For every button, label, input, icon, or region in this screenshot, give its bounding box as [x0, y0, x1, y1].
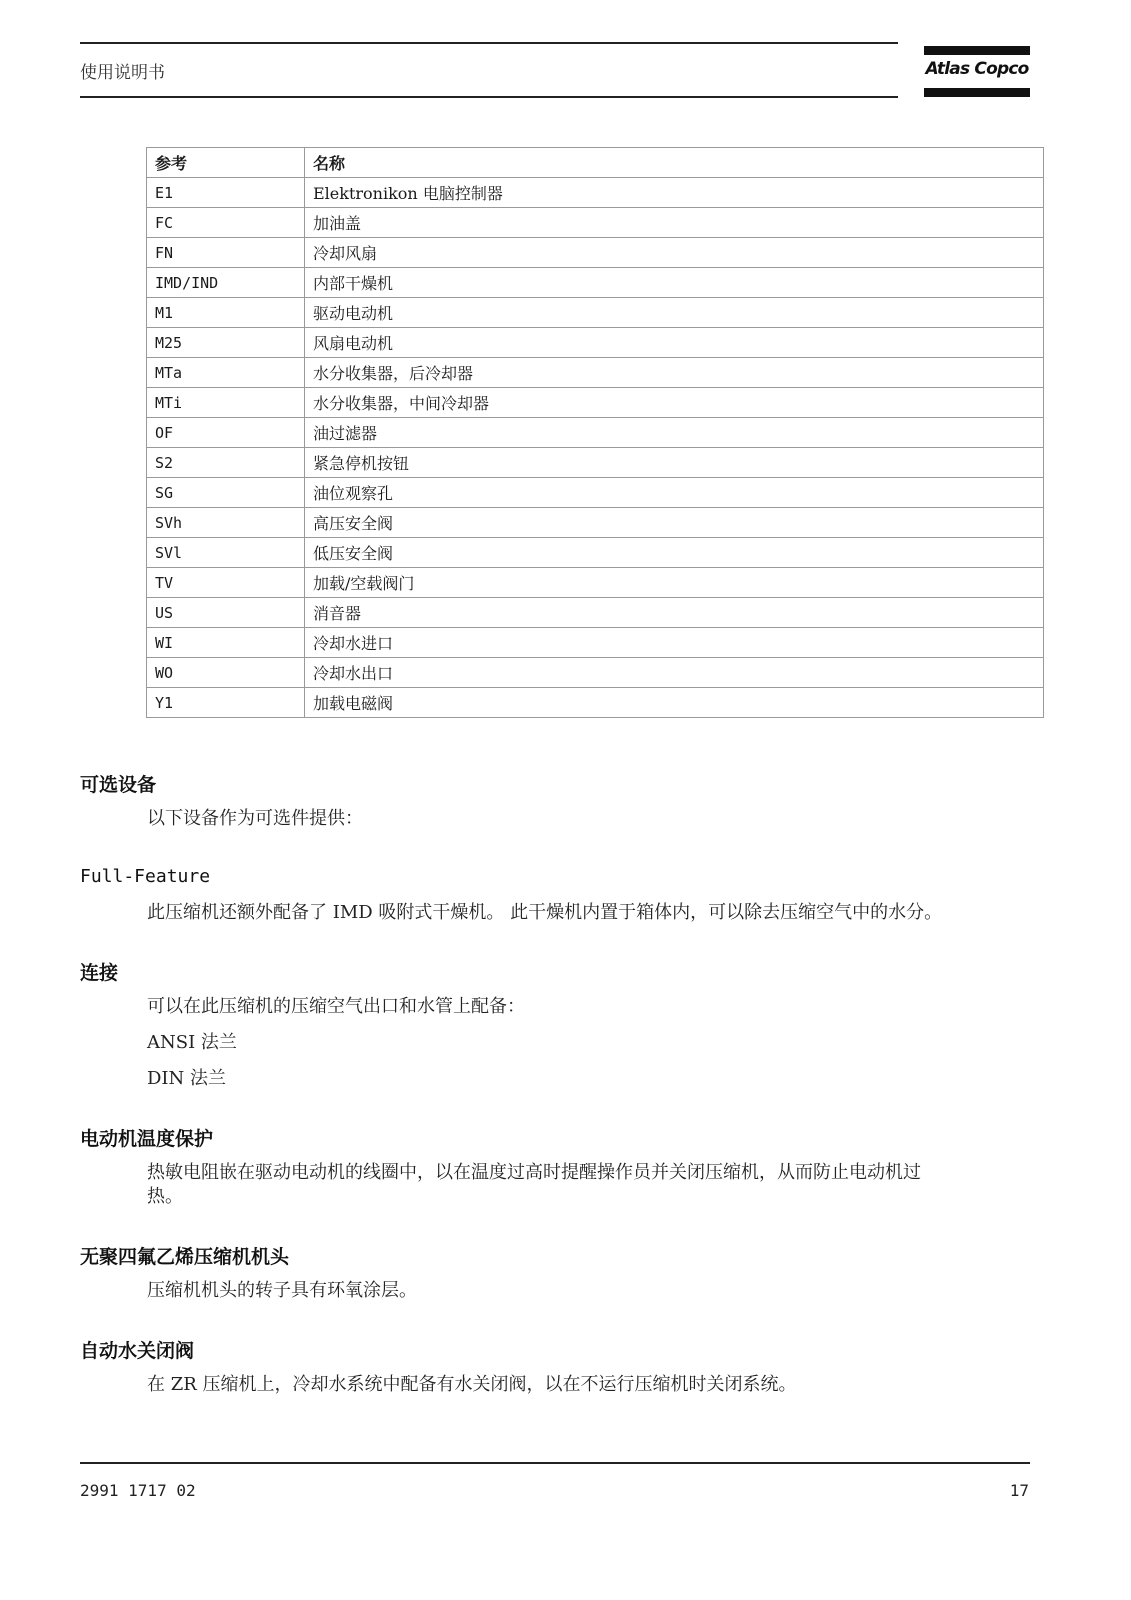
table-row	[147, 448, 1044, 478]
connection-option-ansi: ANSI 法兰	[147, 1032, 237, 1053]
document-number: 2991 1717 02	[80, 1481, 196, 1500]
table-cell-reference: WI	[147, 628, 305, 658]
section-text-ptfe-free: 压缩机机头的转子具有环氧涂层。	[147, 1280, 417, 1301]
table-cell-reference: SVh	[147, 508, 305, 538]
table-cell-reference: TV	[147, 568, 305, 598]
table-cell-reference: SVl	[147, 538, 305, 568]
table-row	[147, 478, 1044, 508]
table-cell-name: 水分收集器，中间冷却器	[305, 388, 1044, 418]
table-cell-name: 风扇电动机	[305, 328, 1044, 358]
table-row	[147, 658, 1044, 688]
column-header-reference: 参考	[147, 148, 305, 178]
section-title-connection: 连接	[80, 962, 119, 984]
table-row	[147, 688, 1044, 718]
section-text-motor-protection-line2: 热。	[147, 1186, 183, 1207]
table-cell-reference: MTa	[147, 358, 305, 388]
table-row	[147, 268, 1044, 298]
table-cell-name: 驱动电动机	[305, 298, 1044, 328]
table-row	[147, 388, 1044, 418]
table-cell-name: Elektronikon 电脑控制器	[305, 178, 1044, 208]
table-row	[147, 568, 1044, 598]
table-row	[147, 298, 1044, 328]
table-cell-name: 冷却风扇	[305, 238, 1044, 268]
table-header-row	[147, 148, 1044, 178]
table-cell-name: 低压安全阀	[305, 538, 1044, 568]
section-text-connection: 可以在此压缩机的压缩空气出口和水管上配备：	[147, 996, 525, 1017]
table-cell-reference: IMD/IND	[147, 268, 305, 298]
table-cell-reference: US	[147, 598, 305, 628]
section-text-optional-equipment: 以下设备作为可选件提供：	[147, 808, 363, 829]
table-cell-reference: M25	[147, 328, 305, 358]
table-cell-reference: MTi	[147, 388, 305, 418]
header-rule-bottom	[80, 96, 898, 98]
table-row	[147, 208, 1044, 238]
atlas-copco-logo	[924, 46, 1030, 98]
table-cell-name: 加载/空载阀门	[305, 568, 1044, 598]
table-cell-name: 紧急停机按钮	[305, 448, 1044, 478]
table-cell-name: 内部干燥机	[305, 268, 1044, 298]
logo-text: Atlas Copco	[925, 59, 1029, 79]
table-row	[147, 538, 1044, 568]
reference-table	[146, 147, 1044, 718]
table-cell-reference: M1	[147, 298, 305, 328]
table-cell-reference: FN	[147, 238, 305, 268]
table-cell-reference: FC	[147, 208, 305, 238]
section-title-optional-equipment: 可选设备	[80, 774, 157, 796]
logo-bar-bottom	[924, 88, 1030, 97]
table-cell-reference: SG	[147, 478, 305, 508]
table-cell-name: 加载电磁阀	[305, 688, 1044, 718]
section-text-full-feature: 此压缩机还额外配备了 IMD 吸附式干燥机。 此干燥机内置于箱体内，可以除去压缩空气中的水分。	[147, 902, 943, 923]
logo-bar-top	[924, 46, 1030, 55]
table-cell-name: 高压安全阀	[305, 508, 1044, 538]
table-row	[147, 328, 1044, 358]
table-row	[147, 628, 1044, 658]
table-row	[147, 238, 1044, 268]
table-cell-name: 油过滤器	[305, 418, 1044, 448]
section-title-motor-protection: 电动机温度保护	[80, 1128, 214, 1150]
table-row	[147, 418, 1044, 448]
table-cell-name: 消音器	[305, 598, 1044, 628]
table-cell-reference: E1	[147, 178, 305, 208]
table-row	[147, 358, 1044, 388]
table-cell-name: 油位观察孔	[305, 478, 1044, 508]
table-cell-reference: WO	[147, 658, 305, 688]
table-cell-name: 加油盖	[305, 208, 1044, 238]
page-number: 17	[1009, 1481, 1029, 1500]
table-row	[147, 508, 1044, 538]
column-header-name: 名称	[305, 148, 1044, 178]
table-cell-reference: S2	[147, 448, 305, 478]
table-cell-name: 冷却水出口	[305, 658, 1044, 688]
table-cell-name: 水分收集器，后冷却器	[305, 358, 1044, 388]
section-title-ptfe-free: 无聚四氟乙烯压缩机机头	[80, 1246, 290, 1268]
connection-option-din: DIN 法兰	[147, 1068, 227, 1089]
header-title: 使用说明书	[80, 63, 165, 83]
table-cell-reference: OF	[147, 418, 305, 448]
section-text-water-shutoff-valve: 在 ZR 压缩机上，冷却水系统中配备有水关闭阀，以在不运行压缩机时关闭系统。	[147, 1374, 797, 1395]
table-cell-reference: Y1	[147, 688, 305, 718]
section-title-full-feature: Full-Feature	[80, 866, 211, 887]
section-text-motor-protection-line1: 热敏电阻嵌在驱动电动机的线圈中，以在温度过高时提醒操作员并关闭压缩机，从而防止电动机过	[147, 1162, 921, 1183]
table-row	[147, 178, 1044, 208]
table-row	[147, 598, 1044, 628]
table-cell-name: 冷却水进口	[305, 628, 1044, 658]
footer-rule	[80, 1462, 1030, 1464]
section-title-water-shutoff-valve: 自动水关闭阀	[80, 1340, 195, 1362]
header-rule-top	[80, 42, 898, 44]
